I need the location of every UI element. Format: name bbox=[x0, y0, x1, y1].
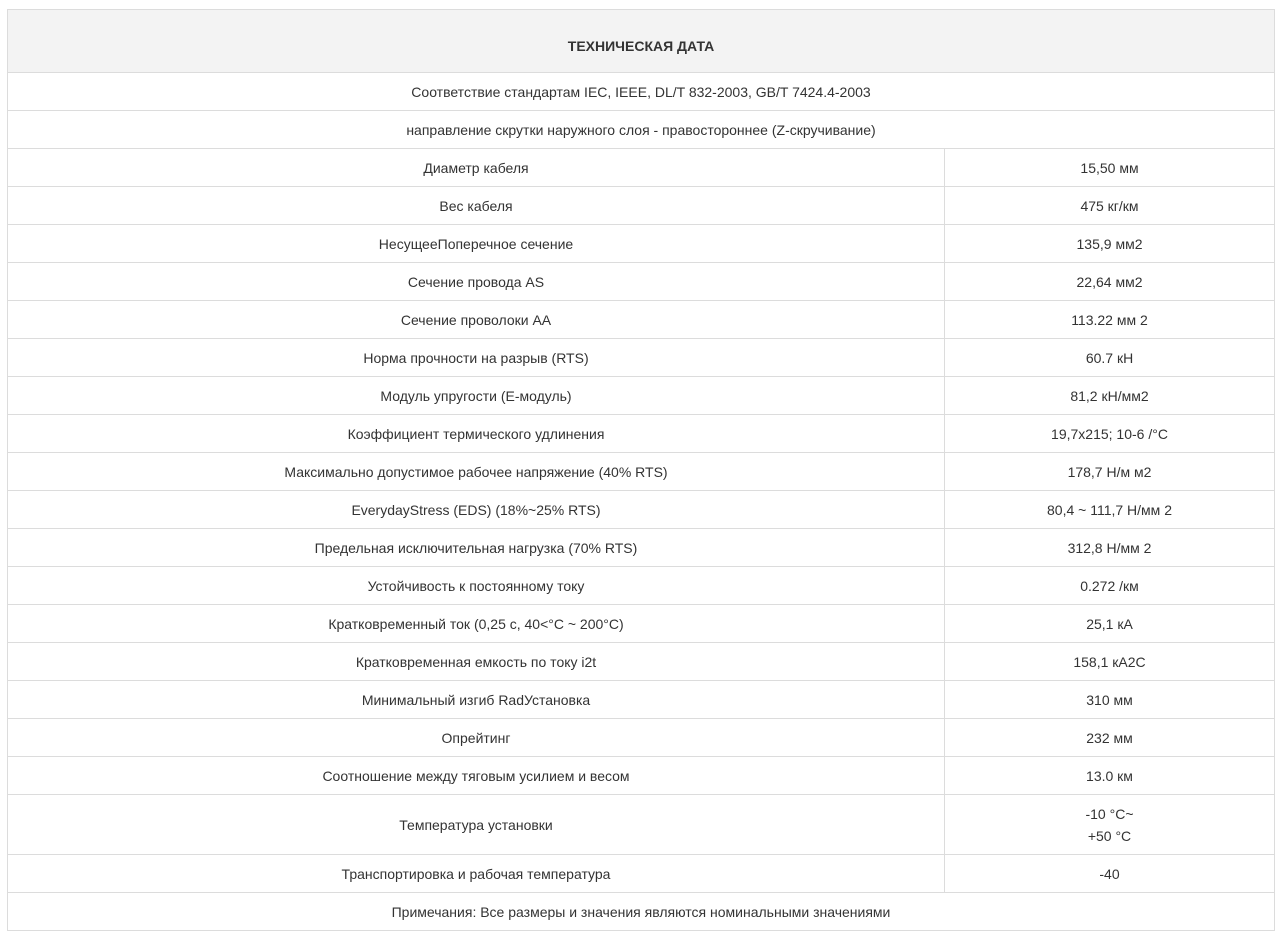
technical-data-table bbox=[7, 9, 1275, 931]
param-value: 475 кг/км bbox=[945, 187, 1275, 225]
table-row bbox=[8, 187, 1275, 225]
table-row bbox=[8, 339, 1275, 377]
param-value-line2: +50 °С bbox=[1087, 827, 1132, 844]
param-value: 158,1 кА2С bbox=[945, 643, 1275, 681]
param-label: EverydayStress (EDS) (18%~25% RTS) bbox=[8, 491, 945, 529]
standards-row bbox=[8, 73, 1275, 111]
param-value: 25,1 кА bbox=[945, 605, 1275, 643]
param-value: 81,2 кН/мм2 bbox=[945, 377, 1275, 415]
param-label: НесущееПоперечное сечение bbox=[8, 225, 945, 263]
table-row bbox=[8, 529, 1275, 567]
table-row bbox=[8, 263, 1275, 301]
param-value bbox=[945, 795, 1275, 855]
param-value: 232 мм bbox=[945, 719, 1275, 757]
table-row bbox=[8, 605, 1275, 643]
param-label: Максимально допустимое рабочее напряжение (40% RTS) bbox=[8, 453, 945, 491]
param-label: Кратковременная емкость по току i2t bbox=[8, 643, 945, 681]
table-row bbox=[8, 567, 1275, 605]
param-label: Минимальный изгиб RadУстановка bbox=[8, 681, 945, 719]
param-label: Модуль упругости (E-модуль) bbox=[8, 377, 945, 415]
param-label: Сечение проволоки AA bbox=[8, 301, 945, 339]
table-row bbox=[8, 719, 1275, 757]
param-value: 19,7x215; 10-6 /°С bbox=[945, 415, 1275, 453]
param-label: Кратковременный ток (0,25 с, 40<°С ~ 200°С) bbox=[8, 605, 945, 643]
note-text: Примечания: Все размеры и значения являются номинальными значениями bbox=[8, 893, 1275, 931]
table-row bbox=[8, 681, 1275, 719]
param-label: Устойчивость к постоянному току bbox=[8, 567, 945, 605]
param-label: Температура установки bbox=[8, 795, 945, 855]
param-label: Соотношение между тяговым усилием и весом bbox=[8, 757, 945, 795]
param-value-line1: -10 °С~ bbox=[1085, 805, 1134, 822]
param-label: Транспортировка и рабочая температура bbox=[8, 855, 945, 893]
param-label: Сечение провода AS bbox=[8, 263, 945, 301]
note-row bbox=[8, 893, 1275, 931]
install-temp-row bbox=[8, 795, 1275, 855]
param-label: Коэффициент термического удлинения bbox=[8, 415, 945, 453]
table-row bbox=[8, 301, 1275, 339]
param-label: Предельная исключительная нагрузка (70% RTS) bbox=[8, 529, 945, 567]
lay-direction-text: направление скрутки наружного слоя - правостороннее (Z-скручивание) bbox=[8, 111, 1275, 149]
table-row bbox=[8, 225, 1275, 263]
table-row bbox=[8, 643, 1275, 681]
param-value: 13.0 км bbox=[945, 757, 1275, 795]
table-row bbox=[8, 377, 1275, 415]
transport-temp-row bbox=[8, 855, 1275, 893]
param-label: Диаметр кабеля bbox=[8, 149, 945, 187]
param-value: 15,50 мм bbox=[945, 149, 1275, 187]
param-value: 178,7 Н/м м2 bbox=[945, 453, 1275, 491]
table-row bbox=[8, 415, 1275, 453]
param-value: 0.272 /км bbox=[945, 567, 1275, 605]
table-header-row bbox=[8, 10, 1275, 73]
param-value: 312,8 Н/мм 2 bbox=[945, 529, 1275, 567]
table-row bbox=[8, 491, 1275, 529]
param-value: 60.7 кН bbox=[945, 339, 1275, 377]
table-row bbox=[8, 757, 1275, 795]
param-value: 135,9 мм2 bbox=[945, 225, 1275, 263]
param-value: 113.22 мм 2 bbox=[945, 301, 1275, 339]
table-row bbox=[8, 149, 1275, 187]
param-label: Норма прочности на разрыв (RTS) bbox=[8, 339, 945, 377]
table-row bbox=[8, 453, 1275, 491]
param-value: 310 мм bbox=[945, 681, 1275, 719]
param-label: Опрейтинг bbox=[8, 719, 945, 757]
param-value: 80,4 ~ 111,7 Н/мм 2 bbox=[945, 491, 1275, 529]
param-label: Вес кабеля bbox=[8, 187, 945, 225]
lay-direction-row bbox=[8, 111, 1275, 149]
table-title: ТЕХНИЧЕСКАЯ ДАТА bbox=[8, 10, 1275, 73]
standards-text: Соответствие стандартам IEC, IEEE, DL/T 832-2003, GB/T 7424.4-2003 bbox=[8, 73, 1275, 111]
param-value: -40 bbox=[945, 855, 1275, 893]
param-value: 22,64 мм2 bbox=[945, 263, 1275, 301]
